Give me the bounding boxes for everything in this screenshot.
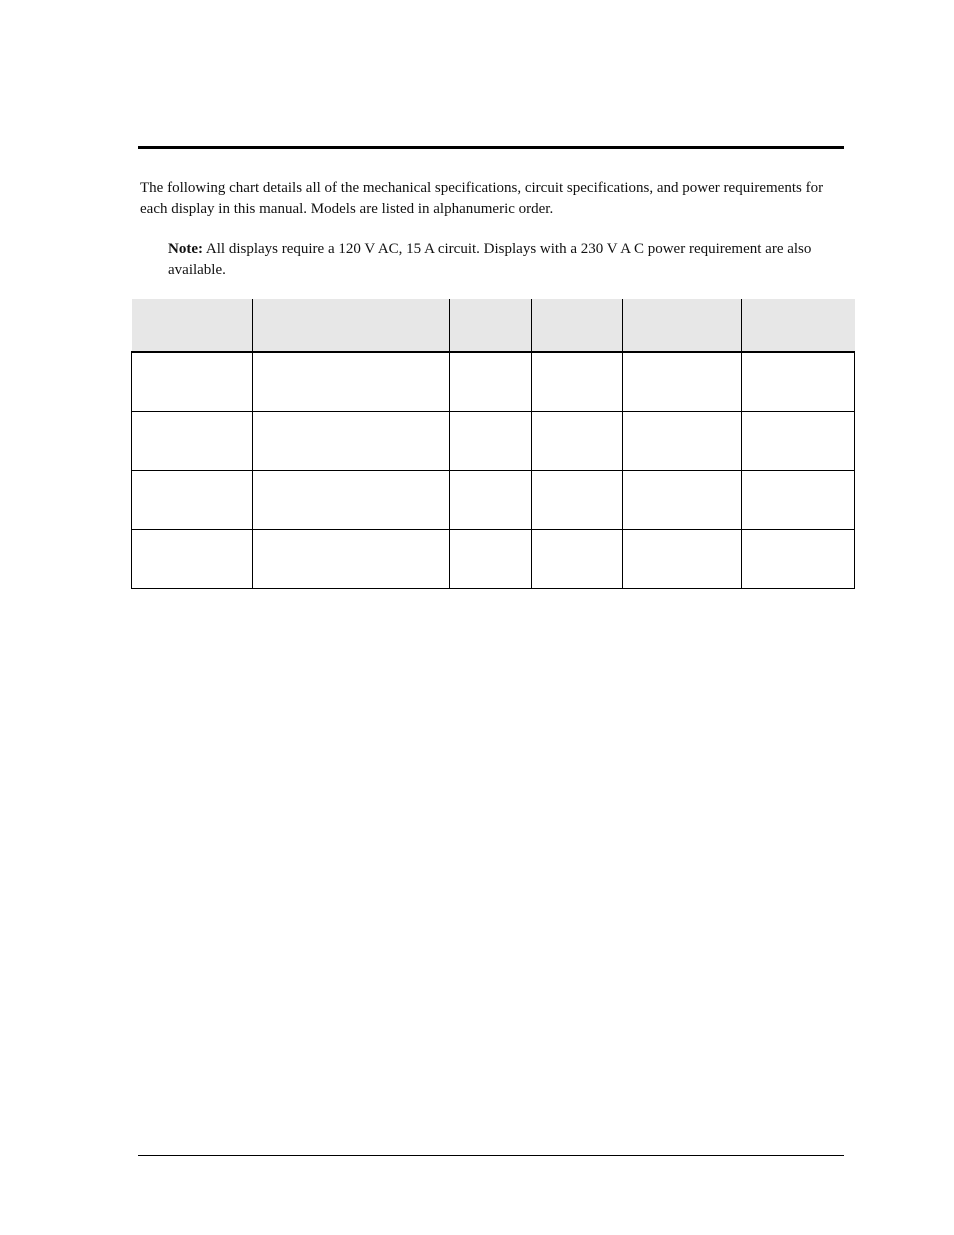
table-cell <box>532 530 623 589</box>
note-label: Note: <box>168 241 203 257</box>
table-cell <box>132 530 253 589</box>
specifications-table <box>131 299 855 589</box>
note-paragraph <box>168 239 858 281</box>
table-cell <box>450 471 532 530</box>
table-header-cell <box>132 299 253 352</box>
table-row <box>132 471 855 530</box>
note-text: All displays require a 120 V AC, 15 A circuit. Displays with a 230 V A C power requirement are also available. <box>168 241 812 278</box>
table-cell <box>450 530 532 589</box>
table-row <box>132 530 855 589</box>
table-cell <box>450 412 532 471</box>
table-cell <box>623 412 742 471</box>
table-cell <box>532 471 623 530</box>
table-cell <box>742 352 855 412</box>
table-cell <box>450 352 532 412</box>
table-cell <box>253 352 450 412</box>
table-cell <box>253 471 450 530</box>
table-header-cell <box>742 299 855 352</box>
table-cell <box>742 471 855 530</box>
table-header-cell <box>253 299 450 352</box>
footer-rule <box>138 1155 844 1156</box>
table-cell <box>253 530 450 589</box>
table-header-cell <box>532 299 623 352</box>
table-cell <box>623 352 742 412</box>
table-cell <box>742 412 855 471</box>
intro-paragraph: The following chart details all of the mechanical specifications, circuit specifications, and power requirements for each display in this manual. Models are listed in alphanumeric order. <box>140 180 824 217</box>
table-cell <box>532 352 623 412</box>
table-cell <box>623 530 742 589</box>
table-cell <box>132 471 253 530</box>
table-cell <box>253 412 450 471</box>
table-row <box>132 352 855 412</box>
table-cell <box>132 412 253 471</box>
table-header-cell <box>450 299 532 352</box>
table-row <box>132 412 855 471</box>
table-cell <box>132 352 253 412</box>
table-header-cell <box>623 299 742 352</box>
table-cell <box>532 412 623 471</box>
table-header-row <box>132 299 855 352</box>
header-rule <box>138 146 844 149</box>
table-cell <box>742 530 855 589</box>
table-cell <box>623 471 742 530</box>
